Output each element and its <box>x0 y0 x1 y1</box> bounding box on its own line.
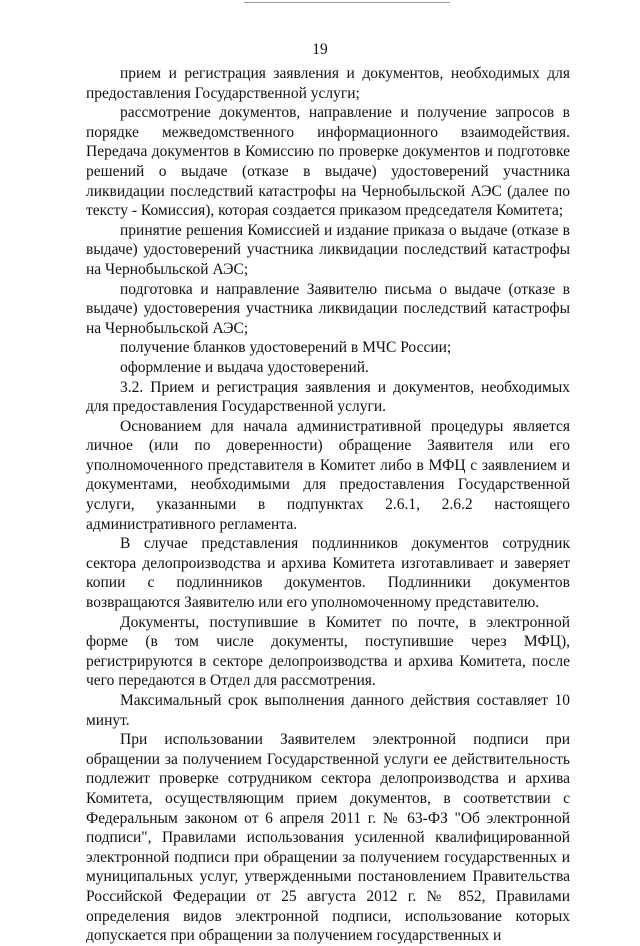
top-scan-line <box>244 2 450 3</box>
paragraph: Максимальный срок выполнения данного действия составляет 10 минут. <box>86 692 570 729</box>
paragraph: рассмотрение документов, направление и получение запросов в порядке межведомственного информационного взаимодействия. Передача документов в Комиссию по проверке документов и подготовке решений о выдаче (отказе в выдаче) удостоверений участника ликвидации последствий катастрофы на Чернобыльской АЭС (далее по тексту - Комиссия), которая создается приказом председателя Комитета; <box>86 104 570 220</box>
paragraph: оформление и выдача удостоверений. <box>120 358 369 376</box>
page-number: 19 <box>312 41 328 58</box>
paragraph: В случае представления подлинников документов сотрудник сектора делопроизводства и архива Комитета изготавливает и заверяет копии с подлинников документов. Подлинники документов возвращаются Заявителю или его уполномоченному представителю. <box>86 535 570 612</box>
paragraph: Документы, поступившие в Комитет по почте, в электронной форме (в том числе документы, поступившие через МФЦ), регистрируются в секторе делопроизводства и архива Комитета, после чего передаются в Отдел для рассмотрения. <box>86 613 570 690</box>
document-body <box>86 64 570 946</box>
paragraph: принятие решения Комиссией и издание приказа о выдаче (отказе в выдаче) удостоверений участника ликвидации последствий катастрофы на Чернобыльской АЭС; <box>86 221 570 278</box>
paragraph: получение бланков удостоверений в МЧС России; <box>120 339 452 357</box>
paragraph: подготовка и направление Заявителю письма о выдаче (отказе в выдаче) удостоверения участника ликвидации последствий катастрофы на Чернобыльской АЭС; <box>86 280 570 337</box>
paragraph: При использовании Заявителем электронной подписи при обращении за получением Государственной услуги ее действительность подлежит проверке сотрудником сектора делопроизводства и архива Комитета, осуществляющим прием документов, в соответствии с Федеральным законом от 6 апреля 2011 г. № 63-ФЗ "Об электронной подписи", Правилами использования усиленной квалифицированной электронной подписи при обращении за получением государственных и муниципальных услуг, утвержденными постановлением Правительства Российской Федерации от 25 августа 2012 г. № 852, Правилами определения видов электронной подписи, использование которых допускается при обращении за получением государственных и <box>86 731 570 945</box>
paragraph: прием и регистрация заявления и документов, необходимых для предоставления Государственной услуги; <box>86 65 570 102</box>
paragraph: Основанием для начала административной процедуры является личное (или по доверенности) обращение Заявителя или его уполномоченного представителя в Комитет либо в МФЦ с заявлением и документами, необходимыми для предоставления Государственной услуги, указанными в подпунктах 2.6.1, 2.6.2 настоящего административного регламента. <box>86 417 570 533</box>
section-heading: 3.2. Прием и регистрация заявления и документов, необходимых для предоставления Государственной услуги. <box>86 378 570 416</box>
